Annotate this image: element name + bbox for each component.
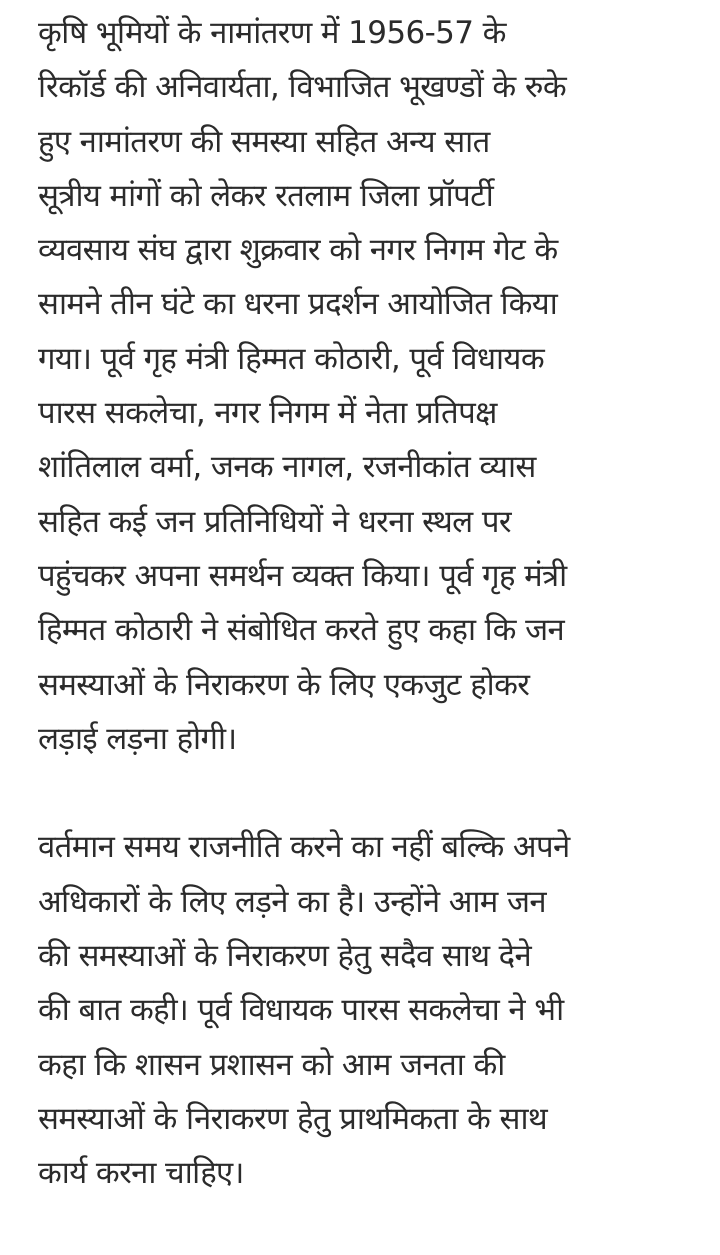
text-line: गया। पूर्व गृह मंत्री हिम्मत कोठारी, पूर्व विधायक (38, 340, 545, 377)
text-line: वर्तमान समय राजनीति करने का नहीं बल्कि अपने (38, 829, 570, 866)
text-line: व्यवसाय संघ द्वारा शुक्रवार को नगर निगम गेट के (38, 232, 558, 269)
text-line: रिकॉर्ड की अनिवार्यता, विभाजित भूखण्डों के रुके (38, 69, 567, 106)
text-line: अधिकारों के लिए लड़ने का है। उन्होंने आम जन (38, 883, 546, 920)
text-line: सूत्रीय मांगों को लेकर रतलाम जिला प्रॉपर्टी (38, 177, 494, 214)
paragraph-2 (38, 820, 698, 1200)
text-line: शांतिलाल वर्मा, जनक नागल, रजनीकांत व्यास (38, 449, 536, 486)
text-line: कहा कि शासन प्रशासन को आम जनता की (38, 1046, 505, 1083)
text-line: कृषि भूमियों के नामांतरण में 1956-57 के (38, 15, 506, 51)
text-line: सहित कई जन प्रतिनिधियों ने धरना स्थल पर (38, 503, 511, 540)
text-line: हिम्मत कोठारी ने संबोधित करते हुए कहा कि जन (38, 612, 565, 649)
text-line: की बात कही। पूर्व विधायक पारस सकलेचा ने भी (38, 992, 564, 1029)
text-line: समस्याओं के निराकरण के लिए एकजुट होकर (38, 666, 530, 703)
text-line: की समस्याओं के निराकरण हेतु सदैव साथ देने (38, 938, 532, 975)
paragraph-spacer (38, 766, 698, 820)
text-line: समस्याओं के निराकरण हेतु प्राथमिकता के साथ (38, 1100, 548, 1137)
text-line: हुए नामांतरण की समस्या सहित अन्य सात (38, 123, 490, 160)
text-line: पहुंचकर अपना समर्थन व्यक्त किया। पूर्व गृह मंत्री (38, 557, 567, 594)
text-line: लड़ाई लड़ना होगी। (38, 720, 237, 757)
news-article (38, 6, 698, 1201)
paragraph-1 (38, 6, 698, 766)
text-line: पारस सकलेचा, नगर निगम में नेता प्रतिपक्ष (38, 395, 497, 432)
text-line: कार्य करना चाहिए। (38, 1155, 244, 1192)
text-line: सामने तीन घंटे का धरना प्रदर्शन आयोजित किया (38, 286, 558, 323)
